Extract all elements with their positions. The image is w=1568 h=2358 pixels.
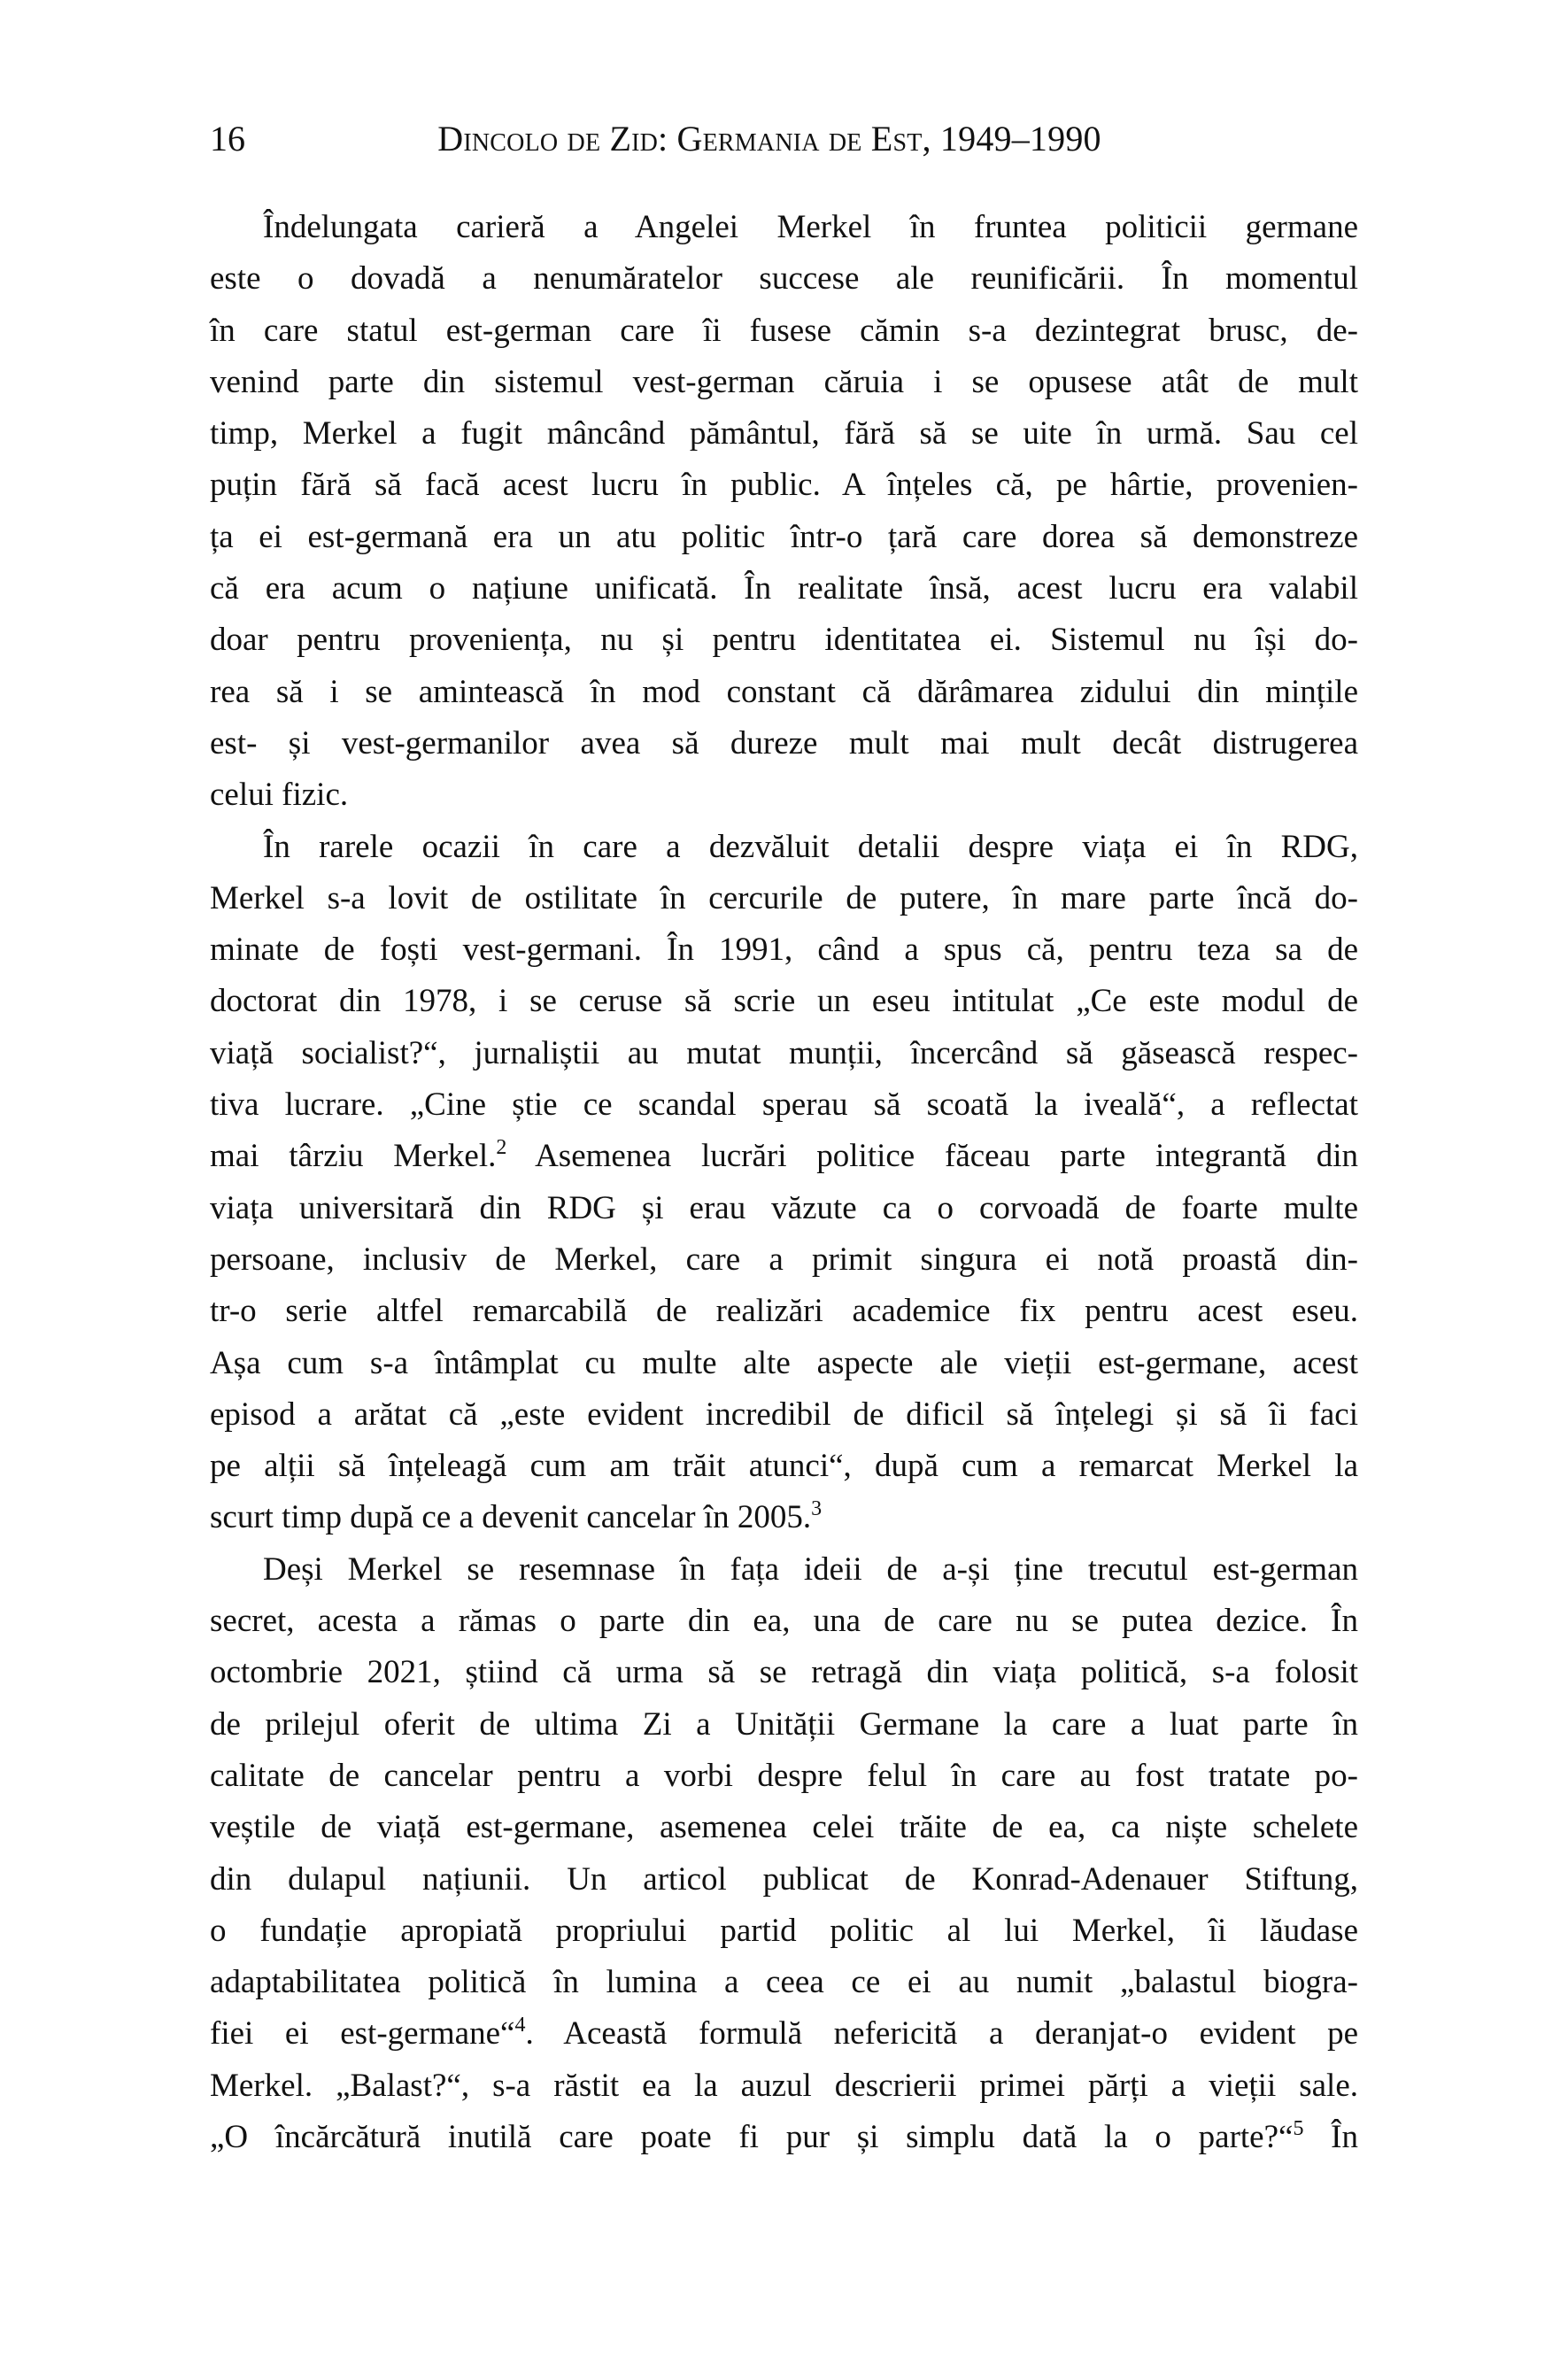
- text-line: [210, 512, 1358, 563]
- footnote-ref[interactable]: 5: [1293, 2116, 1304, 2140]
- text-line: [210, 1028, 1358, 1079]
- paragraph: [210, 1544, 1358, 2164]
- line-text: doar pentru proveniența, nu și pentru identitatea ei. Sistemul nu își do-: [210, 622, 1358, 659]
- running-header: [210, 117, 1358, 161]
- line-text: de prilejul oferit de ultima Zi a Unității Germane la care a luat parte în: [210, 1705, 1358, 1743]
- text-line: [210, 2060, 1358, 2112]
- footnote-ref[interactable]: 3: [811, 1497, 823, 1521]
- text-line: [210, 408, 1358, 460]
- text-line: [210, 1854, 1358, 1906]
- line-text: mai târziu Merkel.$^2$ Asemenea lucrări politice făceau parte integrantă din: [210, 1136, 1358, 1175]
- text-line: [210, 1079, 1358, 1131]
- line-text: est- și vest-germanilor avea să dureze mult mai mult decât distrugerea: [210, 724, 1358, 762]
- text-line: [210, 1234, 1358, 1286]
- text-line: [210, 1183, 1358, 1234]
- line-text: celui fizic.: [210, 777, 349, 814]
- text-line: [210, 769, 1358, 821]
- line-text: În rarele ocazii în care a dezvăluit detalii despre viața ei în RDG,: [263, 828, 1358, 865]
- line-text: timp, Merkel a fugit mâncând pământul, fără să se uite în urmă. Sau cel: [210, 415, 1358, 452]
- line-text: scurt timp după ce a devenit cancelar în 2005.$^3$: [210, 1497, 823, 1536]
- text-line: [210, 976, 1358, 1027]
- text-line: [210, 1751, 1358, 1802]
- line-text: doctorat din 1978, i se ceruse să scrie un eseu intitulat „Ce este modul de: [210, 983, 1358, 1020]
- line-text: tiva lucrare. „Cine știe ce scandal sperau să scoată la iveală“, a reflectat: [210, 1086, 1358, 1124]
- text-line: [210, 253, 1358, 305]
- text-line: [210, 1802, 1358, 1853]
- line-text: puțin fără să facă acest lucru în public. A înțeles că, pe hârtie, provenien-: [210, 467, 1358, 504]
- body-text: [210, 202, 1358, 2163]
- running-title: Dincolo de Zid: Germania de Est, 1949–1990: [437, 119, 1101, 158]
- text-line: [210, 1286, 1358, 1337]
- line-text: „O încărcătură inutilă care poate fi pur și simplu dată la o parte?“$^5$ În: [210, 2116, 1358, 2155]
- page-number: 16: [210, 119, 245, 158]
- line-text: episod a arătat că „este evident incredibil de dificil să înțelegi și să îi faci: [210, 1395, 1358, 1433]
- line-text: minate de foști vest-germani. În 1991, când a spus că, pentru teza sa de: [210, 932, 1358, 969]
- line-text: rea să i se amintească în mod constant că dărâmarea zidului din mințile: [210, 673, 1358, 710]
- line-text: Merkel s-a lovit de ostilitate în cercurile de putere, în mare parte încă do-: [210, 879, 1358, 916]
- line-text: în care statul est-german care îi fusese cămin s-a dezintegrat brusc, de-: [210, 312, 1358, 349]
- line-text: Merkel. „Balast?“, s-a răstit ea la auzul descrierii primei părți a vieții sale.: [210, 2067, 1358, 2104]
- line-text: din dulapul națiunii. Un articol publicat de Konrad-Adenauer Stiftung,: [210, 1860, 1358, 1898]
- text-line: [210, 1906, 1358, 1957]
- text-line: [210, 1596, 1358, 1647]
- line-text: octombrie 2021, știind că urma să se retragă din viața politică, s-a folosit: [210, 1654, 1358, 1691]
- text-line: [210, 615, 1358, 666]
- footnote-ref[interactable]: 2: [496, 1136, 507, 1160]
- line-text: fiei ei est-germane“$^4$. Această formulă nefericită a deranjat-o evident pe: [210, 2014, 1359, 2053]
- line-text: Așa cum s-a întâmplat cu multe alte aspecte ale vieții est-germane, acest: [210, 1344, 1358, 1381]
- line-text: este o dovadă a nenumăratelor succese ale reunificării. În momentul: [210, 260, 1358, 298]
- text-line: [210, 822, 1358, 873]
- text-line: [210, 924, 1358, 976]
- text-line: [210, 1544, 1358, 1596]
- text-line: [210, 1647, 1358, 1698]
- line-text: pe alții să înțeleagă cum am trăit atunci“, după cum a remarcat Merkel la: [210, 1448, 1358, 1485]
- line-text: o fundație apropiată propriului partid politic al lui Merkel, îi lăudase: [210, 1912, 1358, 1949]
- text-line: [210, 563, 1358, 615]
- text-line: [210, 1699, 1358, 1751]
- line-text: persoane, inclusiv de Merkel, care a primit singura ei notă proastă din-: [210, 1241, 1358, 1278]
- text-line: [210, 1389, 1358, 1441]
- text-line: [210, 1131, 1358, 1182]
- text-line: [210, 718, 1358, 769]
- text-line: [210, 1957, 1358, 2008]
- text-line: [210, 1492, 1358, 1543]
- line-text: tr-o serie altfel remarcabilă de realizări academice fix pentru acest eseu.: [210, 1293, 1358, 1330]
- footnote-ref[interactable]: 4: [514, 2014, 526, 2037]
- line-text: viața universitară din RDG și erau văzute ca o corvoadă de foarte multe: [210, 1189, 1358, 1226]
- text-line: [210, 357, 1358, 408]
- line-text: veștile de viață est-germane, asemenea celei trăite de ea, ca niște schelete: [210, 1809, 1358, 1846]
- line-text: Îndelungata carieră a Angelei Merkel în fruntea politicii germane: [263, 209, 1358, 245]
- text-line: [210, 202, 1358, 253]
- text-line: [210, 667, 1358, 718]
- text-line: [210, 460, 1358, 511]
- line-text: venind parte din sistemul vest-german căruia i se opusese atât de mult: [210, 363, 1358, 400]
- text-line: [210, 305, 1358, 357]
- line-text: adaptabilitatea politică în lumina a ceea ce ei au numit „balastul biogra-: [210, 1964, 1358, 2001]
- line-text: viață socialist?“, jurnaliștii au mutat munții, încercând să găsească respec-: [210, 1034, 1358, 1071]
- line-text: Deși Merkel se resemnase în fața ideii de a-și ține trecutul est-german: [263, 1550, 1358, 1588]
- text-line: [210, 2008, 1358, 2060]
- line-text: ța ei est-germană era un atu politic într-o țară care dorea să demonstreze: [210, 518, 1358, 555]
- paragraph: [210, 822, 1358, 1544]
- text-line: [210, 873, 1358, 924]
- paragraph: [210, 202, 1358, 822]
- line-text: calitate de cancelar pentru a vorbi despre felul în care au fost tratate po-: [210, 1757, 1358, 1794]
- text-line: [210, 1338, 1358, 1389]
- text-line: [210, 2112, 1358, 2163]
- text-line: [210, 1441, 1358, 1492]
- line-text: secret, acesta a rămas o parte din ea, una de care nu se putea dezice. În: [210, 1603, 1358, 1640]
- line-text: că era acum o națiune unificată. În realitate însă, acest lucru era valabil: [210, 570, 1358, 607]
